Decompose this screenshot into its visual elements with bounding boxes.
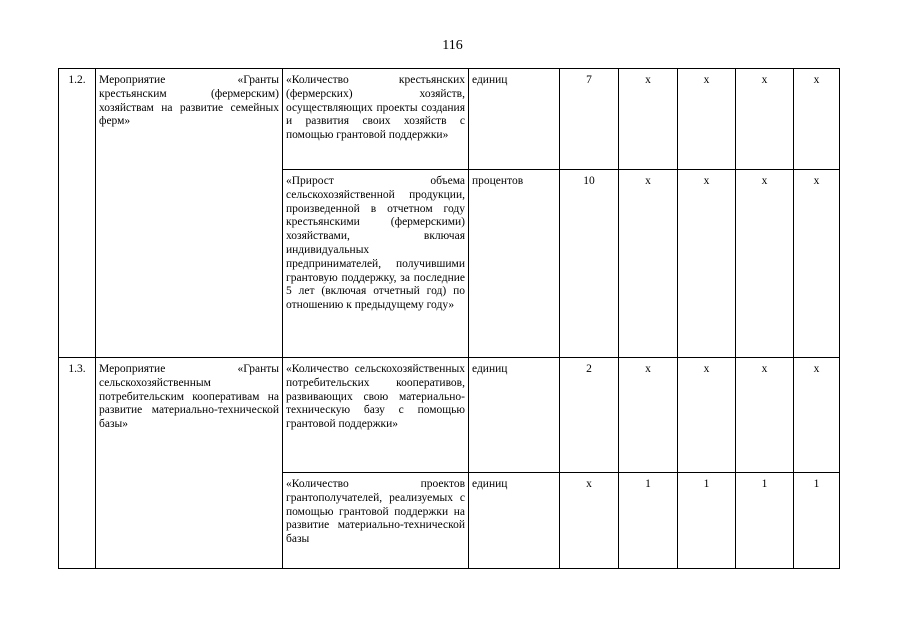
value-cell: 2 — [560, 358, 619, 473]
value-cell: x — [736, 170, 794, 358]
value-cell: x — [794, 69, 840, 170]
unit-cell: процентов — [469, 170, 560, 358]
value-cell: x — [678, 358, 736, 473]
indicator-name: «Прирост объема сельскохозяйственной продукции, произведенной в отчетном году крестьянскими (фермерскими) хозяйствами, включая индивидуальных предпринимателей, получившими грантовую поддержку, за последние 5 лет (включая отчетный год) по отношению к предыдущему году» — [283, 170, 469, 358]
value-cell: x — [619, 69, 678, 170]
value-cell: 1 — [678, 473, 736, 569]
value-cell: x — [619, 358, 678, 473]
value-cell: x — [736, 358, 794, 473]
value-cell: x — [794, 358, 840, 473]
value-cell: 1 — [619, 473, 678, 569]
value-cell: x — [678, 170, 736, 358]
value-cell: x — [678, 69, 736, 170]
measure-description: Мероприятие «Гранты крестьянским (фермерским) хозяйствам на развитие семейных ферм» — [96, 69, 283, 358]
indicators-table — [58, 68, 840, 569]
value-cell: x — [794, 170, 840, 358]
value-cell: x — [736, 69, 794, 170]
value-cell: x — [619, 170, 678, 358]
value-cell: 10 — [560, 170, 619, 358]
page-number: 116 — [442, 38, 463, 53]
unit-cell: единиц — [469, 69, 560, 170]
row-number: 1.3. — [59, 358, 96, 569]
unit-cell: единиц — [469, 358, 560, 473]
indicator-name: «Количество сельскохозяйственных потребительских кооперативов, развивающих свою материально-техническую базу с помощью грантовой поддержки» — [283, 358, 469, 473]
value-cell: 1 — [794, 473, 840, 569]
unit-cell: единиц — [469, 473, 560, 569]
indicator-name: «Количество крестьянских (фермерских) хозяйств, осуществляющих проекты создания и развития своих хозяйств с помощью грантовой поддержки» — [283, 69, 469, 170]
value-cell: 1 — [736, 473, 794, 569]
row-number: 1.2. — [59, 69, 96, 358]
table-row — [59, 69, 840, 170]
value-cell: 7 — [560, 69, 619, 170]
measure-description: Мероприятие «Гранты сельскохозяйственным потребительским кооперативам на развитие материально-технической базы» — [96, 358, 283, 569]
value-cell: x — [560, 473, 619, 569]
indicator-name: «Количество проектов грантополучателей, реализуемых с помощью грантовой поддержки на развитие материально-технической базы — [283, 473, 469, 569]
table-row — [59, 358, 840, 473]
